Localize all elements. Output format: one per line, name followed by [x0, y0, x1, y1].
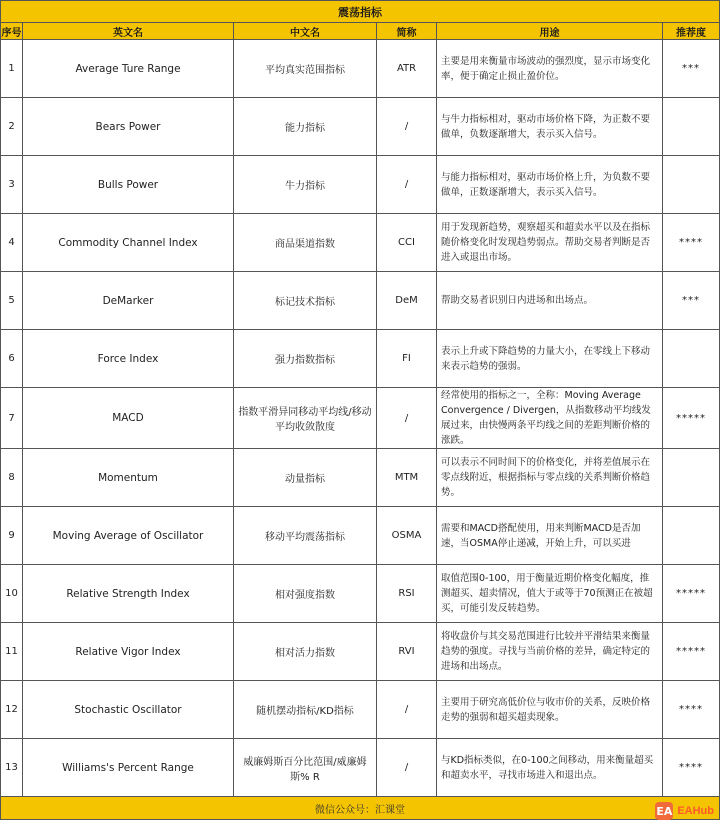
cell-no: 13	[1, 739, 23, 797]
cell-english-name: Momentum	[23, 449, 234, 507]
cell-usage: 需要和MACD搭配使用，用来判断MACD是否加速，当OSMA停止递减，开始上升，可以买进	[437, 507, 663, 565]
cell-english-name: Bears Power	[23, 98, 234, 156]
table-row	[1, 507, 720, 565]
table-row	[1, 565, 720, 623]
cell-english-name: DeMarker	[23, 272, 234, 330]
cell-rating: *****	[663, 623, 720, 681]
cell-rating	[663, 98, 720, 156]
watermark	[655, 802, 714, 820]
cell-chinese-name: 牛力指标	[234, 156, 377, 214]
table-row	[1, 388, 720, 449]
cell-rating: ***	[663, 272, 720, 330]
cell-chinese-name: 移动平均震荡指标	[234, 507, 377, 565]
cell-chinese-name: 随机摆动指标/KD指标	[234, 681, 377, 739]
header-use: 用途	[437, 23, 663, 40]
table-row	[1, 98, 720, 156]
table-title: 震荡指标	[1, 1, 720, 23]
cell-rating	[663, 507, 720, 565]
cell-chinese-name: 动量指标	[234, 449, 377, 507]
cell-english-name: Relative Vigor Index	[23, 623, 234, 681]
cell-no: 1	[1, 40, 23, 98]
table-row	[1, 623, 720, 681]
cell-usage: 经常使用的指标之一，全称：Moving Average Convergence / Divergen，从指数移动平均线发展过来，由快慢两条平均线之间的差距判断价格的涨跌。	[437, 388, 663, 449]
cell-usage: 主要用于研究高低价位与收市价的关系，反映价格走势的强弱和超买超卖现象。	[437, 681, 663, 739]
cell-chinese-name: 相对强度指数	[234, 565, 377, 623]
cell-english-name: Bulls Power	[23, 156, 234, 214]
cell-no: 8	[1, 449, 23, 507]
cell-rating	[663, 156, 720, 214]
cell-no: 10	[1, 565, 23, 623]
cell-chinese-name: 能力指标	[234, 98, 377, 156]
cell-usage: 帮助交易者识别日内进场和出场点。	[437, 272, 663, 330]
cell-usage: 可以表示不同时间下的价格变化，并将差值展示在零点线附近，根据指标与零点线的关系判断价格趋势。	[437, 449, 663, 507]
cell-abbreviation: FI	[377, 330, 437, 388]
cell-no: 3	[1, 156, 23, 214]
cell-rating: *****	[663, 388, 720, 449]
cell-rating: *****	[663, 565, 720, 623]
cell-no: 5	[1, 272, 23, 330]
table-row	[1, 449, 720, 507]
cell-no: 9	[1, 507, 23, 565]
header-rating: 推荐度	[663, 23, 720, 40]
cell-rating: ****	[663, 681, 720, 739]
cell-abbreviation: OSMA	[377, 507, 437, 565]
cell-abbreviation: CCI	[377, 214, 437, 272]
cell-abbreviation: RSI	[377, 565, 437, 623]
cell-no: 7	[1, 388, 23, 449]
cell-chinese-name: 商品渠道指数	[234, 214, 377, 272]
cell-abbreviation: /	[377, 388, 437, 449]
cell-chinese-name: 强力指数指标	[234, 330, 377, 388]
cell-usage: 与牛力指标相对，驱动市场价格下降，为正数不要做单，负数逐渐增大，表示买入信号。	[437, 98, 663, 156]
cell-chinese-name: 相对活力指数	[234, 623, 377, 681]
cell-abbreviation: /	[377, 98, 437, 156]
cell-usage: 与KD指标类似，在0-100之间移动，用来衡量超买和超卖水平，寻找市场进入和退出点。	[437, 739, 663, 797]
title-row	[1, 1, 720, 23]
header-en: 英文名	[23, 23, 234, 40]
table-row	[1, 272, 720, 330]
cell-english-name: Moving Average of Oscillator	[23, 507, 234, 565]
cell-usage: 表示上升或下降趋势的力量大小，在零线上下移动来表示趋势的强弱。	[437, 330, 663, 388]
table-row	[1, 214, 720, 272]
cell-abbreviation: DeM	[377, 272, 437, 330]
eahub-logo-icon: EA	[655, 802, 673, 820]
cell-no: 11	[1, 623, 23, 681]
cell-usage: 主要是用来衡量市场波动的强烈度，显示市场变化率，便于确定止损止盈价位。	[437, 40, 663, 98]
cell-english-name: Relative Strength Index	[23, 565, 234, 623]
cell-english-name: Average Ture Range	[23, 40, 234, 98]
cell-abbreviation: RVI	[377, 623, 437, 681]
cell-english-name: Force Index	[23, 330, 234, 388]
cell-chinese-name: 威廉姆斯百分比范围/威廉姆斯% R	[234, 739, 377, 797]
cell-chinese-name: 标记技术指标	[234, 272, 377, 330]
footer-row	[1, 797, 720, 820]
table-row	[1, 330, 720, 388]
cell-usage: 与能力指标相对，驱动市场价格上升，为负数不要做单，正数逐渐增大，表示买入信号。	[437, 156, 663, 214]
table-row	[1, 40, 720, 98]
cell-no: 2	[1, 98, 23, 156]
cell-rating: ****	[663, 739, 720, 797]
table-row	[1, 156, 720, 214]
cell-no: 12	[1, 681, 23, 739]
cell-usage: 将收盘价与其交易范围进行比较并平滑结果来衡量趋势的强度。寻找与当前价格的差异，确定特定的进场和出场点。	[437, 623, 663, 681]
header-no: 序号	[1, 23, 23, 40]
cell-rating	[663, 449, 720, 507]
cell-no: 6	[1, 330, 23, 388]
header-row	[1, 23, 720, 40]
cell-english-name: Williams's Percent Range	[23, 739, 234, 797]
table-body	[1, 40, 720, 797]
cell-chinese-name: 平均真实范围指标	[234, 40, 377, 98]
cell-abbreviation: ATR	[377, 40, 437, 98]
cell-abbreviation: MTM	[377, 449, 437, 507]
cell-english-name: MACD	[23, 388, 234, 449]
cell-abbreviation: /	[377, 156, 437, 214]
header-cn: 中文名	[234, 23, 377, 40]
header-abbr: 简称	[377, 23, 437, 40]
cell-rating: ***	[663, 40, 720, 98]
cell-usage: 取值范围0-100，用于衡量近期价格变化幅度，推测超买、超卖情况，值大于或等于70预测正在被超买，可能引发反转趋势。	[437, 565, 663, 623]
cell-abbreviation: /	[377, 681, 437, 739]
footer-text: 微信公众号：汇课堂	[1, 797, 720, 820]
cell-english-name: Commodity Channel Index	[23, 214, 234, 272]
watermark-text: EAHub	[677, 805, 714, 817]
cell-rating: ****	[663, 214, 720, 272]
cell-usage: 用于发现新趋势，观察超买和超卖水平以及在指标随价格变化时发现趋势弱点。帮助交易者判断是否进入或退出市场。	[437, 214, 663, 272]
cell-abbreviation: /	[377, 739, 437, 797]
table-row	[1, 739, 720, 797]
cell-english-name: Stochastic Oscillator	[23, 681, 234, 739]
cell-no: 4	[1, 214, 23, 272]
table-row	[1, 681, 720, 739]
cell-chinese-name: 指数平滑异同移动平均线/移动平均收敛散度	[234, 388, 377, 449]
cell-rating	[663, 330, 720, 388]
